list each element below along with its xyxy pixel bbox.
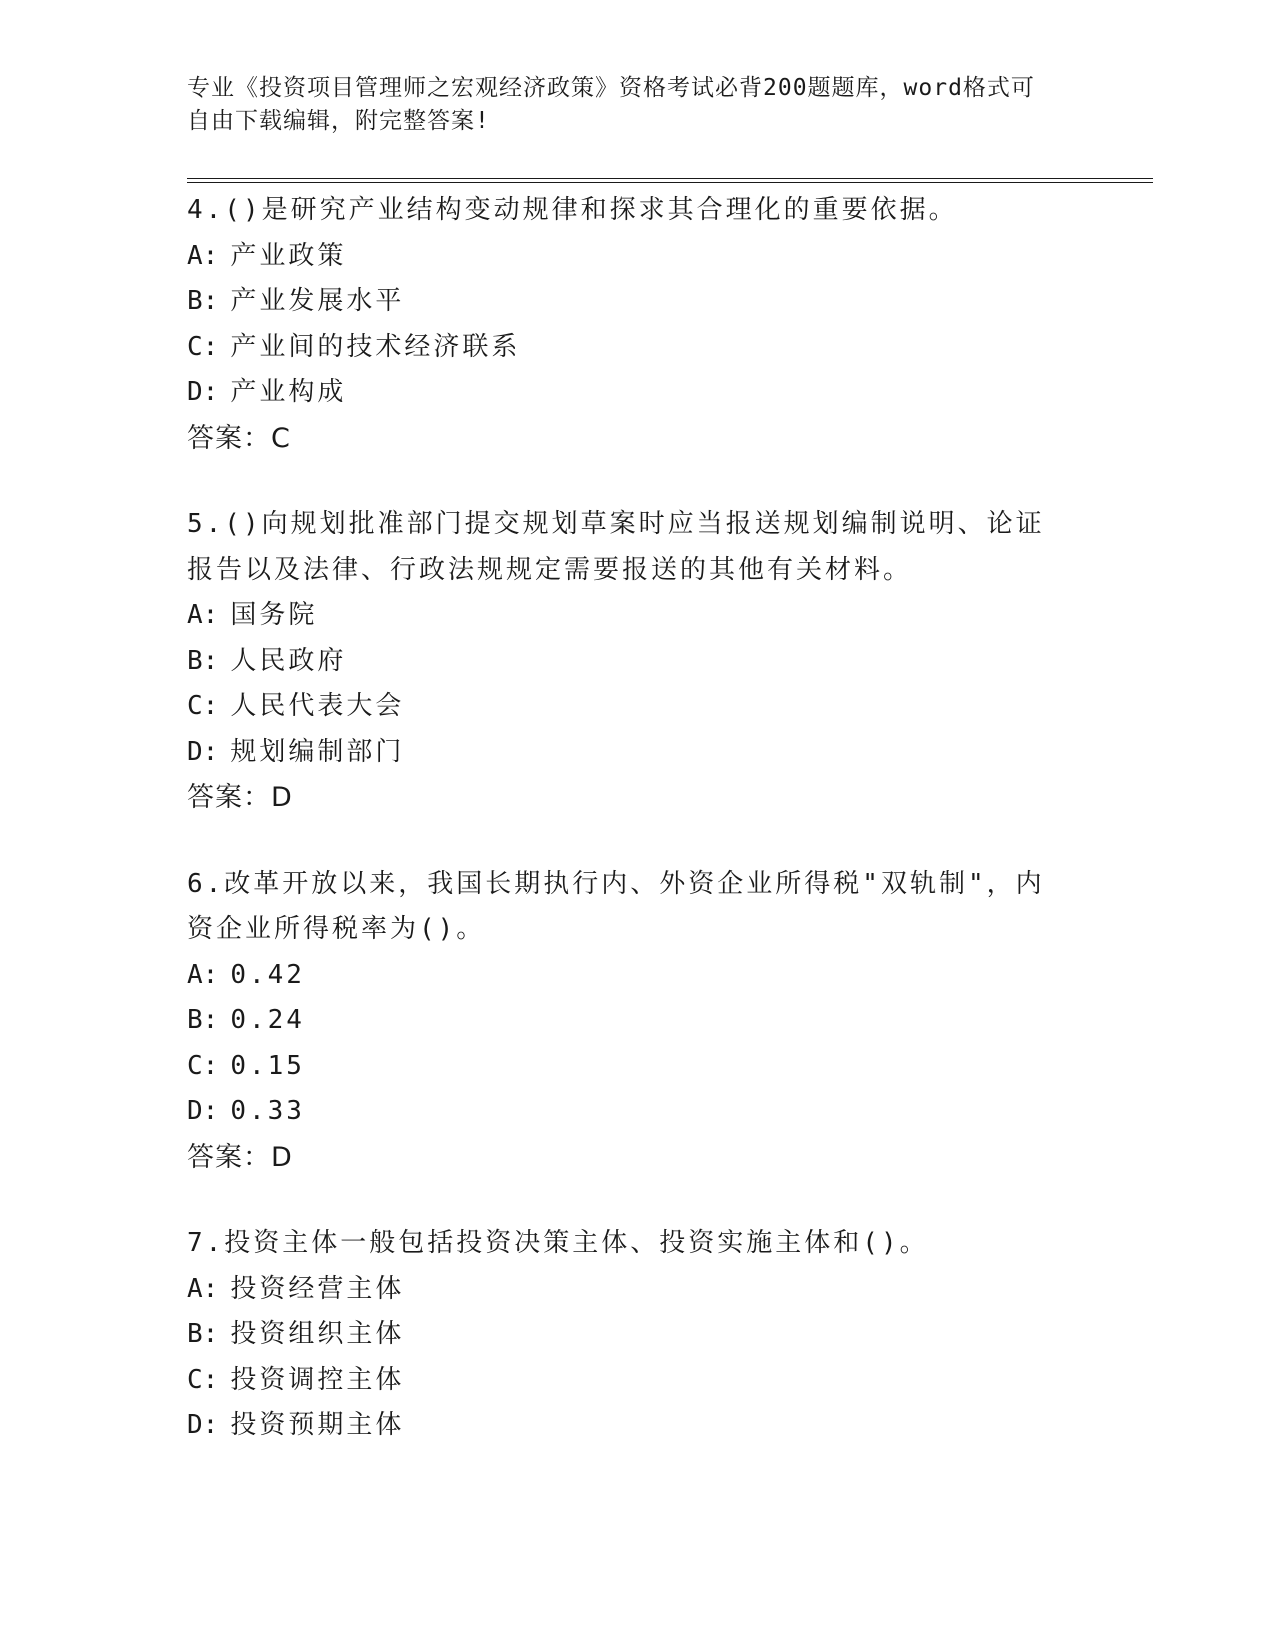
answer-line: 答案：D — [187, 782, 293, 813]
option-text: 国务院 — [230, 600, 318, 630]
option-a — [187, 234, 1067, 280]
option-text: 0.42 — [230, 959, 305, 990]
answer-line: 答案：C — [187, 422, 291, 454]
option-d — [187, 730, 1067, 776]
header-line-1: 专业《投资项目管理师之宏观经济政策》资格考试必背200题题库，word格式可 — [187, 75, 1035, 101]
question-5 — [187, 502, 1067, 821]
question-stem: 5.()向规划批准部门提交规划草案时应当报送规划编制说明、论证报告以及法律、行政法规规定需要报送的其他有关材料。 — [187, 509, 1045, 585]
option-text: 投资调控主体 — [230, 1364, 405, 1395]
option-label: D: — [187, 377, 219, 407]
option-label: D: — [187, 1096, 219, 1126]
option-text: 0.24 — [230, 1005, 305, 1035]
question-6 — [187, 862, 1067, 1181]
option-label: C: — [187, 1050, 219, 1081]
option-label: A: — [187, 600, 219, 630]
answer-line: 答案：D — [187, 1141, 293, 1173]
question-7 — [187, 1221, 1067, 1449]
document-header — [187, 72, 1067, 138]
option-a — [187, 1267, 1067, 1313]
option-text: 0.15 — [230, 1050, 305, 1081]
option-label: C: — [187, 1364, 219, 1395]
option-label: C: — [187, 331, 219, 362]
option-c — [187, 1358, 1067, 1404]
option-label: D: — [187, 1410, 219, 1440]
option-label: A: — [187, 240, 219, 271]
option-label: B: — [187, 286, 219, 316]
option-text: 产业发展水平 — [230, 286, 405, 316]
header-divider — [187, 178, 1153, 183]
question-stem: 7.投资主体一般包括投资决策主体、投资实施主体和()。 — [187, 1228, 929, 1258]
option-c — [187, 325, 1067, 371]
option-text: 产业构成 — [230, 377, 347, 407]
option-c — [187, 684, 1067, 730]
option-a — [187, 593, 1067, 639]
header-line-2: 自由下载编辑，附完整答案! — [187, 108, 490, 134]
question-4 — [187, 188, 1067, 461]
option-text: 产业间的技术经济联系 — [230, 331, 521, 362]
option-text: 投资经营主体 — [230, 1273, 405, 1304]
option-label: C: — [187, 691, 219, 721]
option-text: 规划编制部门 — [230, 736, 405, 767]
option-d — [187, 1403, 1067, 1449]
option-b — [187, 998, 1067, 1044]
option-b — [187, 279, 1067, 325]
option-label: B: — [187, 1319, 219, 1349]
option-d — [187, 370, 1067, 416]
option-c — [187, 1044, 1067, 1090]
option-label: A: — [187, 959, 219, 990]
option-b — [187, 1312, 1067, 1358]
option-text: 人民代表大会 — [230, 691, 405, 721]
question-stem: 4.()是研究产业结构变动规律和探求其合理化的重要依据。 — [187, 195, 958, 225]
option-text: 0.33 — [230, 1096, 305, 1126]
option-label: A: — [187, 1273, 219, 1304]
option-a — [187, 953, 1067, 999]
option-b — [187, 639, 1067, 685]
question-list — [187, 188, 1067, 1490]
option-label: B: — [187, 645, 219, 676]
option-label: B: — [187, 1005, 219, 1035]
option-label: D: — [187, 736, 219, 767]
option-text: 人民政府 — [230, 645, 347, 676]
question-stem: 6.改革开放以来，我国长期执行内、外资企业所得税"双轨制"，内资企业所得税率为()。 — [187, 868, 1045, 944]
option-text: 投资组织主体 — [230, 1319, 405, 1349]
option-text: 产业政策 — [230, 240, 347, 271]
option-text: 投资预期主体 — [230, 1410, 405, 1440]
option-d — [187, 1089, 1067, 1135]
